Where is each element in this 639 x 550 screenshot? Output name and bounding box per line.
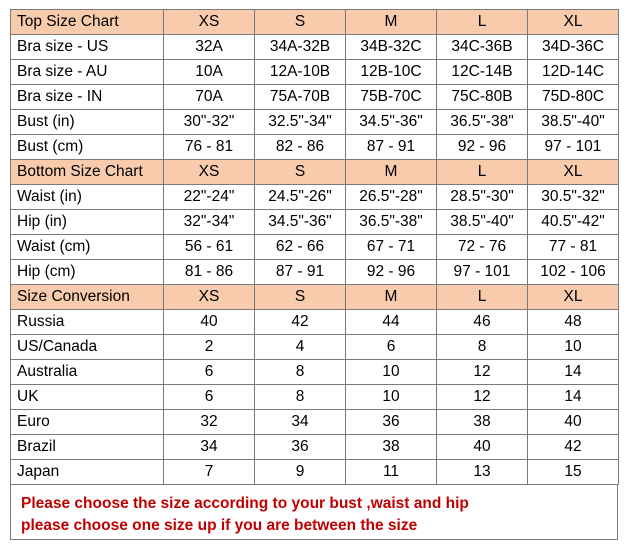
size-value-cell: 70A — [164, 85, 255, 110]
size-value-cell: 38 — [437, 410, 528, 435]
size-value-cell: 34A-32B — [255, 35, 346, 60]
size-value-cell: 40 — [164, 310, 255, 335]
size-value-cell: 34 — [164, 435, 255, 460]
row-label: Japan — [11, 460, 164, 485]
table-row — [11, 110, 619, 135]
size-value-cell: 40 — [437, 435, 528, 460]
size-value-cell: 97 - 101 — [437, 260, 528, 285]
size-value-cell: 40 — [528, 410, 619, 435]
size-value-cell: 48 — [528, 310, 619, 335]
size-value-cell: 81 - 86 — [164, 260, 255, 285]
size-value-cell: 14 — [528, 385, 619, 410]
size-value-cell: 92 - 96 — [346, 260, 437, 285]
size-value-cell: 30.5"-32" — [528, 185, 619, 210]
size-value-cell: 92 - 96 — [437, 135, 528, 160]
table-row — [11, 335, 619, 360]
size-value-cell: 12 — [437, 385, 528, 410]
size-value-cell: 13 — [437, 460, 528, 485]
size-chart — [10, 9, 618, 485]
row-label: Bra size - AU — [11, 60, 164, 85]
section-title: Size Conversion — [11, 285, 164, 310]
size-advice-note: please choose one size up if you are between the size — [21, 517, 418, 534]
size-value-cell: 10 — [346, 360, 437, 385]
row-label: UK — [11, 385, 164, 410]
size-value-cell: 36.5"-38" — [437, 110, 528, 135]
table-row — [11, 60, 619, 85]
size-column-header: M — [346, 10, 437, 35]
size-value-cell: 82 - 86 — [255, 135, 346, 160]
size-value-cell: 6 — [164, 360, 255, 385]
size-value-cell: 12D-14C — [528, 60, 619, 85]
size-value-cell: 38 — [346, 435, 437, 460]
section-header-bottom-size-chart — [11, 160, 619, 185]
size-value-cell: 10 — [528, 335, 619, 360]
size-value-cell: 2 — [164, 335, 255, 360]
size-value-cell: 10 — [346, 385, 437, 410]
size-value-cell: 36.5"-38" — [346, 210, 437, 235]
size-value-cell: 34 — [255, 410, 346, 435]
size-value-cell: 36 — [346, 410, 437, 435]
size-column-header: XL — [528, 285, 619, 310]
size-column-header: L — [437, 160, 528, 185]
table-row — [11, 210, 619, 235]
size-value-cell: 46 — [437, 310, 528, 335]
size-value-cell: 75A-70B — [255, 85, 346, 110]
size-value-cell: 32A — [164, 35, 255, 60]
size-value-cell: 102 - 106 — [528, 260, 619, 285]
size-column-header: XS — [164, 160, 255, 185]
size-column-header: M — [346, 285, 437, 310]
table-row — [11, 135, 619, 160]
size-column-header: S — [255, 10, 346, 35]
table-row — [11, 35, 619, 60]
size-value-cell: 28.5"-30" — [437, 185, 528, 210]
section-title: Top Size Chart — [11, 10, 164, 35]
row-label: Bra size - IN — [11, 85, 164, 110]
size-value-cell: 42 — [528, 435, 619, 460]
size-advice-notes — [10, 485, 618, 540]
size-column-header: S — [255, 160, 346, 185]
size-column-header: S — [255, 285, 346, 310]
size-value-cell: 7 — [164, 460, 255, 485]
size-value-cell: 12A-10B — [255, 60, 346, 85]
size-value-cell: 38.5"-40" — [437, 210, 528, 235]
size-value-cell: 6 — [164, 385, 255, 410]
table-row — [11, 260, 619, 285]
size-value-cell: 15 — [528, 460, 619, 485]
row-label: Russia — [11, 310, 164, 335]
size-value-cell: 77 - 81 — [528, 235, 619, 260]
size-value-cell: 14 — [528, 360, 619, 385]
size-value-cell: 62 - 66 — [255, 235, 346, 260]
row-label: Australia — [11, 360, 164, 385]
size-value-cell: 75C-80B — [437, 85, 528, 110]
size-column-header: XL — [528, 160, 619, 185]
table-row — [11, 85, 619, 110]
size-value-cell: 75B-70C — [346, 85, 437, 110]
size-value-cell: 32"-34" — [164, 210, 255, 235]
section-header-size-conversion — [11, 285, 619, 310]
size-column-header: XS — [164, 285, 255, 310]
size-value-cell: 8 — [255, 385, 346, 410]
row-label: Waist (in) — [11, 185, 164, 210]
size-value-cell: 36 — [255, 435, 346, 460]
size-value-cell: 75D-80C — [528, 85, 619, 110]
size-column-header: L — [437, 285, 528, 310]
row-label: Bra size - US — [11, 35, 164, 60]
size-value-cell: 24.5"-26" — [255, 185, 346, 210]
row-label: Euro — [11, 410, 164, 435]
row-label: Hip (in) — [11, 210, 164, 235]
row-label: Hip (cm) — [11, 260, 164, 285]
table-row — [11, 310, 619, 335]
size-value-cell: 32 — [164, 410, 255, 435]
size-column-header: M — [346, 160, 437, 185]
size-value-cell: 34.5"-36" — [255, 210, 346, 235]
size-value-cell: 4 — [255, 335, 346, 360]
row-label: Bust (cm) — [11, 135, 164, 160]
size-value-cell: 42 — [255, 310, 346, 335]
size-value-cell: 56 - 61 — [164, 235, 255, 260]
size-value-cell: 30"-32" — [164, 110, 255, 135]
size-value-cell: 10A — [164, 60, 255, 85]
size-value-cell: 12 — [437, 360, 528, 385]
size-value-cell: 87 - 91 — [346, 135, 437, 160]
size-value-cell: 34.5"-36" — [346, 110, 437, 135]
row-label: Brazil — [11, 435, 164, 460]
table-row — [11, 185, 619, 210]
row-label: Bust (in) — [11, 110, 164, 135]
size-value-cell: 26.5"-28" — [346, 185, 437, 210]
size-value-cell: 8 — [437, 335, 528, 360]
size-value-cell: 97 - 101 — [528, 135, 619, 160]
size-value-cell: 72 - 76 — [437, 235, 528, 260]
size-value-cell: 76 - 81 — [164, 135, 255, 160]
size-value-cell: 12C-14B — [437, 60, 528, 85]
size-value-cell: 9 — [255, 460, 346, 485]
size-column-header: XL — [528, 10, 619, 35]
size-value-cell: 32.5"-34" — [255, 110, 346, 135]
table-row — [11, 435, 619, 460]
size-value-cell: 8 — [255, 360, 346, 385]
section-header-top-size-chart — [11, 10, 619, 35]
size-value-cell: 34D-36C — [528, 35, 619, 60]
size-value-cell: 34C-36B — [437, 35, 528, 60]
size-value-cell: 11 — [346, 460, 437, 485]
size-value-cell: 40.5"-42" — [528, 210, 619, 235]
size-chart-table — [10, 9, 619, 485]
size-value-cell: 87 - 91 — [255, 260, 346, 285]
size-value-cell: 6 — [346, 335, 437, 360]
size-value-cell: 22"-24" — [164, 185, 255, 210]
size-value-cell: 38.5"-40" — [528, 110, 619, 135]
table-row — [11, 235, 619, 260]
table-row — [11, 410, 619, 435]
size-value-cell: 12B-10C — [346, 60, 437, 85]
row-label: US/Canada — [11, 335, 164, 360]
size-value-cell: 67 - 71 — [346, 235, 437, 260]
table-row — [11, 460, 619, 485]
size-value-cell: 34B-32C — [346, 35, 437, 60]
size-value-cell: 44 — [346, 310, 437, 335]
section-title: Bottom Size Chart — [11, 160, 164, 185]
size-advice-note: Please choose the size according to your bust ,waist and hip — [21, 495, 469, 512]
table-row — [11, 385, 619, 410]
row-label: Waist (cm) — [11, 235, 164, 260]
size-column-header: L — [437, 10, 528, 35]
size-column-header: XS — [164, 10, 255, 35]
table-row — [11, 360, 619, 385]
